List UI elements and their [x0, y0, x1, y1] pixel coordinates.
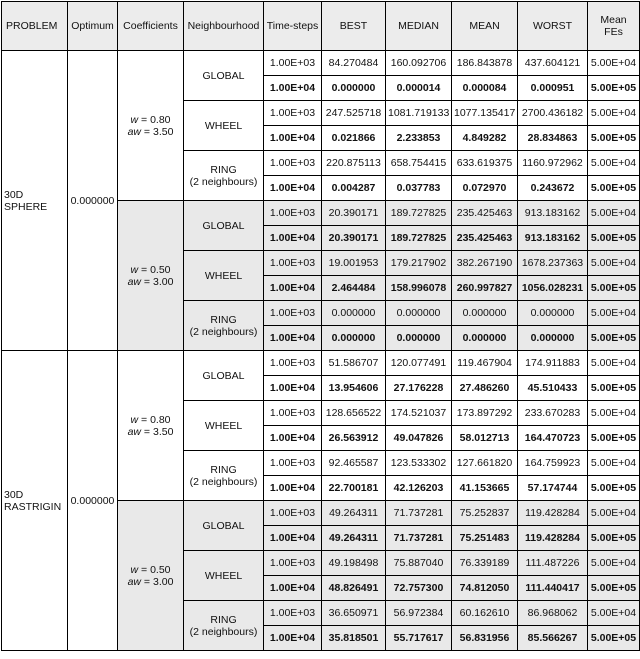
mean-cell: 4.849282 [452, 126, 518, 151]
mean-fes-cell: 5.00E+04 [588, 201, 640, 226]
mean-cell: 1077.135417 [452, 101, 518, 126]
median-cell: 0.000014 [386, 76, 452, 101]
w-value: 0.50 [150, 263, 171, 276]
worst-cell: 437.604121 [518, 51, 588, 76]
mean-cell: 127.661820 [452, 451, 518, 476]
w-symbol: w [130, 563, 139, 576]
mean-fes-cell: 5.00E+04 [588, 301, 640, 326]
worst-cell: 1056.028231 [518, 276, 588, 301]
best-cell: 0.021866 [322, 126, 386, 151]
w-symbol: w [130, 113, 139, 126]
median-cell: 189.727825 [386, 226, 452, 251]
neighbourhood-name: WHEEL [204, 419, 243, 432]
neighbourhood-name: RING [210, 613, 237, 626]
aw-symbol: aw [127, 275, 142, 288]
mean-cell: 173.897292 [452, 401, 518, 426]
timesteps-cell: 1.00E+04 [264, 276, 322, 301]
best-cell: 128.656522 [322, 401, 386, 426]
coefficients-cell: w = 0.80 aw = 3.50 [118, 351, 184, 501]
median-cell: 42.126203 [386, 476, 452, 501]
median-cell: 27.176228 [386, 376, 452, 401]
timesteps-cell: 1.00E+03 [264, 201, 322, 226]
neighbourhood-name: GLOBAL [202, 369, 245, 382]
worst-cell: 913.183162 [518, 226, 588, 251]
median-cell: 179.217902 [386, 251, 452, 276]
mean-cell: 75.252837 [452, 501, 518, 526]
mean-cell: 0.000000 [452, 301, 518, 326]
timesteps-cell: 1.00E+03 [264, 351, 322, 376]
median-cell: 160.092706 [386, 51, 452, 76]
header-mean-fes: Mean FEs [588, 2, 640, 51]
neighbourhood-name: WHEEL [204, 269, 243, 282]
mean-cell: 186.843878 [452, 51, 518, 76]
aw-symbol: aw [127, 425, 142, 438]
mean-fes-cell: 5.00E+05 [588, 76, 640, 101]
header-coefficients: Coefficients [118, 2, 184, 51]
timesteps-cell: 1.00E+03 [264, 51, 322, 76]
worst-cell: 164.759923 [518, 451, 588, 476]
mean-cell: 633.619375 [452, 151, 518, 176]
timesteps-cell: 1.00E+03 [264, 451, 322, 476]
best-cell: 0.000000 [322, 301, 386, 326]
median-cell: 71.737281 [386, 501, 452, 526]
best-cell: 92.465587 [322, 451, 386, 476]
mean-cell: 0.000000 [452, 326, 518, 351]
mean-fes-cell: 5.00E+05 [588, 426, 640, 451]
mean-fes-cell: 5.00E+04 [588, 251, 640, 276]
best-cell: 20.390171 [322, 226, 386, 251]
neighbourhood-cell [184, 201, 264, 251]
neighbourhood-name: GLOBAL [202, 69, 245, 82]
header-neighbourhood: Neighbourhood [184, 2, 264, 51]
results-body [2, 51, 640, 651]
neighbourhood-cell [184, 351, 264, 401]
mean-cell: 74.812050 [452, 576, 518, 601]
problem-dimension: 30D [4, 488, 24, 501]
mean-fes-cell: 5.00E+05 [588, 276, 640, 301]
timesteps-cell: 1.00E+03 [264, 251, 322, 276]
neighbourhood-cell [184, 401, 264, 451]
mean-fes-cell: 5.00E+04 [588, 351, 640, 376]
timesteps-cell: 1.00E+03 [264, 151, 322, 176]
worst-cell: 28.834863 [518, 126, 588, 151]
median-cell: 189.727825 [386, 201, 452, 226]
timesteps-cell: 1.00E+04 [264, 126, 322, 151]
aw-value: 3.50 [152, 425, 174, 438]
worst-cell: 111.487226 [518, 551, 588, 576]
neighbourhood-subtitle: (2 neighbours) [189, 475, 258, 488]
mean-cell: 60.162610 [452, 601, 518, 626]
worst-cell: 913.183162 [518, 201, 588, 226]
best-cell: 49.198498 [322, 551, 386, 576]
median-cell: 658.754415 [386, 151, 452, 176]
median-cell: 72.757300 [386, 576, 452, 601]
timesteps-cell: 1.00E+04 [264, 226, 322, 251]
neighbourhood-name: RING [210, 463, 237, 476]
optimum-cell: 0.000000 [68, 51, 118, 351]
neighbourhood-cell [184, 101, 264, 151]
mean-fes-cell: 5.00E+04 [588, 51, 640, 76]
best-cell: 49.264311 [322, 526, 386, 551]
mean-cell: 58.012713 [452, 426, 518, 451]
worst-cell: 2700.436182 [518, 101, 588, 126]
mean-fes-cell: 5.00E+05 [588, 326, 640, 351]
neighbourhood-name: GLOBAL [202, 519, 245, 532]
w-value: 0.80 [150, 113, 171, 126]
mean-cell: 75.251483 [452, 526, 518, 551]
best-cell: 247.525718 [322, 101, 386, 126]
best-cell: 48.826491 [322, 576, 386, 601]
median-cell: 120.077491 [386, 351, 452, 376]
mean-fes-cell: 5.00E+04 [588, 551, 640, 576]
mean-cell: 260.997827 [452, 276, 518, 301]
worst-cell: 0.000000 [518, 326, 588, 351]
mean-cell: 56.831956 [452, 626, 518, 651]
mean-cell: 382.267190 [452, 251, 518, 276]
header-median: MEDIAN [386, 2, 452, 51]
mean-cell: 235.425463 [452, 226, 518, 251]
best-cell: 20.390171 [322, 201, 386, 226]
best-cell: 84.270484 [322, 51, 386, 76]
timesteps-cell: 1.00E+04 [264, 176, 322, 201]
header-best: BEST [322, 2, 386, 51]
w-value: 0.80 [150, 413, 171, 426]
timesteps-cell: 1.00E+03 [264, 551, 322, 576]
timesteps-cell: 1.00E+04 [264, 476, 322, 501]
header-mean: MEAN [452, 2, 518, 51]
median-cell: 158.996078 [386, 276, 452, 301]
mean-fes-cell: 5.00E+05 [588, 576, 640, 601]
mean-fes-cell: 5.00E+04 [588, 151, 640, 176]
timesteps-cell: 1.00E+03 [264, 101, 322, 126]
neighbourhood-name: WHEEL [204, 569, 243, 582]
median-cell: 55.717617 [386, 626, 452, 651]
best-cell: 36.650971 [322, 601, 386, 626]
header-worst: WORST [518, 2, 588, 51]
timesteps-cell: 1.00E+04 [264, 326, 322, 351]
problem-name: SPHERE [4, 200, 48, 213]
problem-dimension: 30D [4, 188, 24, 201]
mean-fes-cell: 5.00E+05 [588, 226, 640, 251]
best-cell: 13.954606 [322, 376, 386, 401]
mean-cell: 235.425463 [452, 201, 518, 226]
mean-cell: 76.339189 [452, 551, 518, 576]
mean-fes-cell: 5.00E+05 [588, 126, 640, 151]
median-cell: 123.533302 [386, 451, 452, 476]
mean-fes-cell: 5.00E+04 [588, 501, 640, 526]
table-row [2, 51, 640, 76]
neighbourhood-cell [184, 501, 264, 551]
worst-cell: 111.440417 [518, 576, 588, 601]
aw-value: 3.50 [152, 125, 174, 138]
best-cell: 22.700181 [322, 476, 386, 501]
mean-cell: 0.072970 [452, 176, 518, 201]
aw-symbol: aw [127, 575, 142, 588]
timesteps-cell: 1.00E+03 [264, 301, 322, 326]
neighbourhood-subtitle: (2 neighbours) [189, 175, 258, 188]
best-cell: 220.875113 [322, 151, 386, 176]
worst-cell: 1678.237363 [518, 251, 588, 276]
median-cell: 71.737281 [386, 526, 452, 551]
mean-fes-cell: 5.00E+05 [588, 476, 640, 501]
best-cell: 49.264311 [322, 501, 386, 526]
best-cell: 35.818501 [322, 626, 386, 651]
timesteps-cell: 1.00E+04 [264, 526, 322, 551]
median-cell: 2.233853 [386, 126, 452, 151]
neighbourhood-name: RING [210, 313, 237, 326]
aw-value: 3.00 [152, 575, 174, 588]
neighbourhood-cell [184, 251, 264, 301]
worst-cell: 45.510433 [518, 376, 588, 401]
aw-symbol: aw [127, 125, 142, 138]
optimum-cell: 0.000000 [68, 351, 118, 651]
neighbourhood-name: WHEEL [204, 119, 243, 132]
coefficients-cell: w = 0.50 aw = 3.00 [118, 501, 184, 651]
neighbourhood-subtitle: (2 neighbours) [189, 325, 258, 338]
best-cell: 0.000000 [322, 326, 386, 351]
worst-cell: 0.000951 [518, 76, 588, 101]
neighbourhood-cell [184, 451, 264, 501]
header-problem: PROBLEM [2, 2, 68, 51]
median-cell: 0.037783 [386, 176, 452, 201]
timesteps-cell: 1.00E+04 [264, 76, 322, 101]
aw-value: 3.00 [152, 275, 174, 288]
best-cell: 51.586707 [322, 351, 386, 376]
worst-cell: 174.911883 [518, 351, 588, 376]
neighbourhood-cell [184, 151, 264, 201]
best-cell: 2.464484 [322, 276, 386, 301]
median-cell: 56.972384 [386, 601, 452, 626]
header-optimum: Optimum [68, 2, 118, 51]
header-row [2, 2, 640, 51]
median-cell: 75.887040 [386, 551, 452, 576]
neighbourhood-cell [184, 51, 264, 101]
median-cell: 0.000000 [386, 301, 452, 326]
neighbourhood-cell [184, 551, 264, 601]
coefficients-cell: w = 0.50 aw = 3.00 [118, 201, 184, 351]
table-row [2, 351, 640, 376]
mean-fes-cell: 5.00E+05 [588, 376, 640, 401]
median-cell: 0.000000 [386, 326, 452, 351]
problem-name: RASTRIGIN [4, 500, 62, 513]
neighbourhood-cell [184, 301, 264, 351]
median-cell: 49.047826 [386, 426, 452, 451]
worst-cell: 1160.972962 [518, 151, 588, 176]
best-cell: 0.000000 [322, 76, 386, 101]
worst-cell: 164.470723 [518, 426, 588, 451]
timesteps-cell: 1.00E+04 [264, 376, 322, 401]
median-cell: 174.521037 [386, 401, 452, 426]
best-cell: 26.563912 [322, 426, 386, 451]
best-cell: 19.001953 [322, 251, 386, 276]
worst-cell: 0.000000 [518, 301, 588, 326]
neighbourhood-subtitle: (2 neighbours) [189, 625, 258, 638]
neighbourhood-name: GLOBAL [202, 219, 245, 232]
worst-cell: 57.174744 [518, 476, 588, 501]
neighbourhood-cell [184, 601, 264, 651]
header-timesteps: Time-steps [264, 2, 322, 51]
problem-cell [2, 351, 68, 651]
mean-cell: 41.153665 [452, 476, 518, 501]
timesteps-cell: 1.00E+04 [264, 626, 322, 651]
w-symbol: w [130, 263, 139, 276]
mean-cell: 27.486260 [452, 376, 518, 401]
w-value: 0.50 [150, 563, 171, 576]
worst-cell: 0.243672 [518, 176, 588, 201]
problem-cell [2, 51, 68, 351]
best-cell: 0.004287 [322, 176, 386, 201]
mean-cell: 0.000084 [452, 76, 518, 101]
timesteps-cell: 1.00E+04 [264, 576, 322, 601]
mean-fes-cell: 5.00E+04 [588, 401, 640, 426]
timesteps-cell: 1.00E+03 [264, 401, 322, 426]
worst-cell: 85.566267 [518, 626, 588, 651]
mean-fes-cell: 5.00E+04 [588, 601, 640, 626]
results-table [1, 1, 640, 651]
mean-fes-cell: 5.00E+05 [588, 526, 640, 551]
timesteps-cell: 1.00E+03 [264, 501, 322, 526]
mean-cell: 119.467904 [452, 351, 518, 376]
neighbourhood-name: RING [210, 163, 237, 176]
mean-fes-cell: 5.00E+05 [588, 626, 640, 651]
mean-fes-cell: 5.00E+04 [588, 101, 640, 126]
w-symbol: w [130, 413, 139, 426]
timesteps-cell: 1.00E+03 [264, 601, 322, 626]
worst-cell: 119.428284 [518, 501, 588, 526]
mean-fes-cell: 5.00E+04 [588, 451, 640, 476]
timesteps-cell: 1.00E+04 [264, 426, 322, 451]
coefficients-cell: w = 0.80 aw = 3.50 [118, 51, 184, 201]
mean-fes-cell: 5.00E+05 [588, 176, 640, 201]
worst-cell: 119.428284 [518, 526, 588, 551]
median-cell: 1081.719133 [386, 101, 452, 126]
worst-cell: 86.968062 [518, 601, 588, 626]
worst-cell: 233.670283 [518, 401, 588, 426]
